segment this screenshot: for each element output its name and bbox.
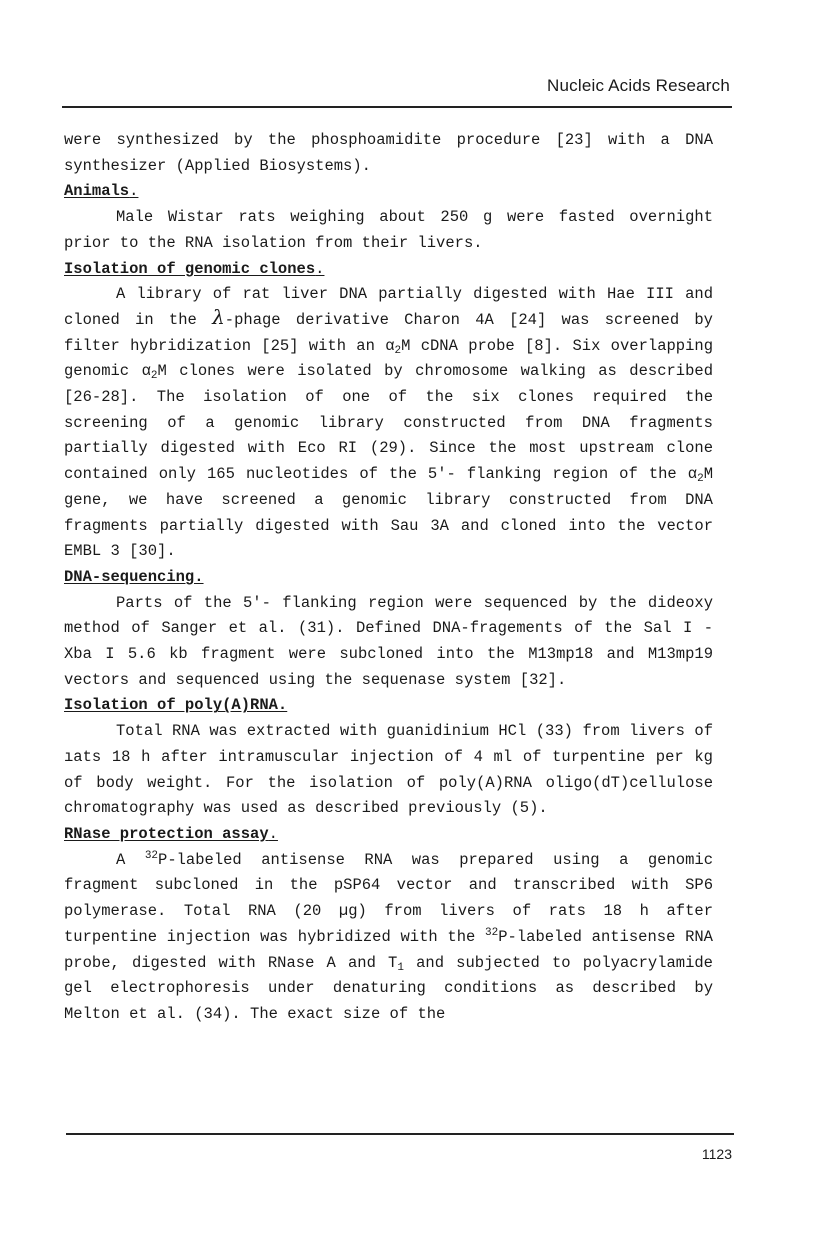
heading-genomic-clones: Isolation of genomic clones.: [64, 259, 325, 278]
journal-title: Nucleic Acids Research: [547, 76, 730, 95]
lambda-symbol: λ: [212, 304, 225, 329]
paragraph-intro: were synthesized by the phosphoamidite procedure [23] with a DNA synthesizer (Applied Biosystems).: [64, 131, 713, 175]
page-number: 1123: [701, 1146, 732, 1162]
heading-polya-rna: Isolation of poly(A)RNA.: [64, 696, 288, 715]
paragraph-polya-rna: Total RNA was extracted with guanidinium HCl (33) from livers of ıats 18 h after intramuscular injection of 4 ml of turpentine per kg of body weight. For the isolation of poly(A)RNA oligo(dT)cellulose chromatography was used as described previously (5).: [64, 722, 713, 818]
paragraph-animals: Male Wistar rats weighing about 250 g were fasted overnight prior to the RNA isolation from their livers.: [64, 208, 713, 252]
heading-animals: Animals.: [64, 182, 139, 201]
header-rule: [62, 106, 732, 108]
paragraph-genomic-clones: A library of rat liver DNA partially digested with Hae III and cloned in the λ-phage derivative Charon 4A [24] was screened by filter hybridization [25] with an $\alpha_2M$ cDNA probe [8]. Six overlapping genomic $\alpha_2M$ clones were isolated by chromosome walking as described [26-28]. The isolation of one of the six clones required the screening of a genomic library constructed from DNA fragments partially digested with Eco RI (29). Since the most upstream clone contained only 165 nucleotides of the 5'- flanking region of the $\alpha_2M$ gene, we have screened a genomic library constructed from DNA fragments partially digested with Sau 3A and cloned into the vector EMBL 3 [30].: [64, 285, 714, 561]
footer-rule: [66, 1133, 734, 1135]
heading-dna-sequencing: DNA-sequencing.: [64, 567, 204, 586]
paragraph-dna-sequencing: Parts of the 5'- flanking region were sequenced by the dideoxy method of Sanger et al. (31). Defined DNA-fragements of the Sal I - Xba I 5.6 kb fragment were subcloned into the M13mp18 and M13mp19 vectors and sequenced using the sequenase system [32].: [64, 593, 713, 689]
article-body: [64, 128, 713, 1028]
paragraph-rnase-protection: A $^{32}$P-labeled antisense RNA was prepared using a genomic fragment subcloned in the pSP64 vector and transcribed with SP6 polymerase. Total RNA (20 µg) from livers of rats 18 h after turpentine injection was hybridized with the $^{32}$P-labeled antisense RNA probe, digested with RNase A and $T_1$ and subjected to polyacrylamide gel electrophoresis under denaturing conditions as described by Melton et al. (34). The exact size of the: [64, 849, 713, 1023]
heading-rnase-protection: RNase protection assay.: [64, 824, 278, 843]
